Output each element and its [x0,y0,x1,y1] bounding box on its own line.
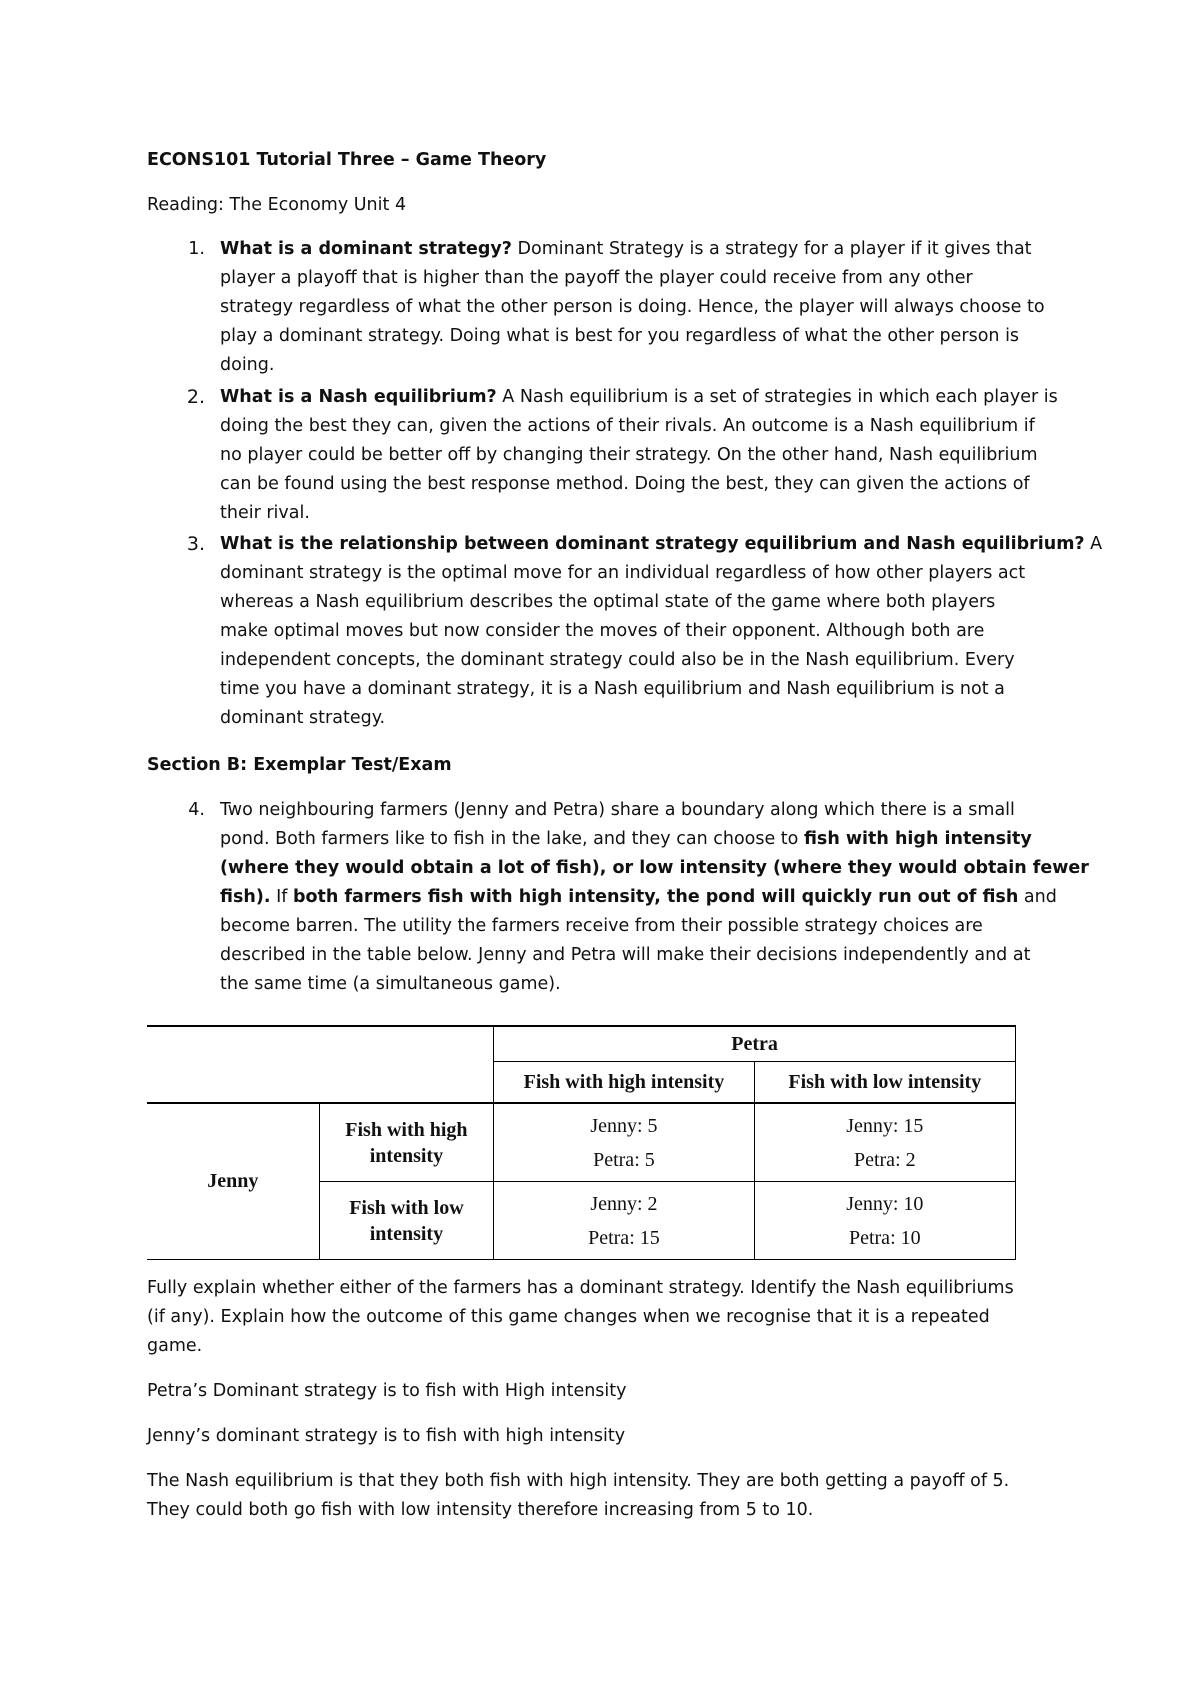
payoff-petra: Petra: 5 [593,1148,655,1171]
payoff-cell-low-high [494,1182,754,1260]
payoff-table [147,1025,1016,1260]
question-number: 1. [188,239,205,259]
row-strategy-line: Fish with low [349,1196,464,1219]
bold-text-run: (where they would obtain a lot of fish), or low intensity (where they would obtain fewer [220,858,1089,878]
payoff-cell-high-low [754,1103,1015,1182]
payoff-jenny: Jenny: 15 [846,1114,924,1137]
question-text [220,530,1102,733]
task-text-line: Fully explain whether either of the farmers has a dominant strategy. Identify the Nash equilibriums [147,1278,1014,1298]
text-line [220,530,1102,559]
bold-text-run: What is the relationship between dominant strategy equilibrium and Nash equilibrium? [220,534,1085,554]
text-line [220,941,1089,970]
text-line [220,675,1102,704]
text-run: doing. [220,355,275,375]
question-text [220,796,1089,999]
row-strategy-high [319,1103,494,1182]
text-line [220,617,1102,646]
question-text [220,383,1058,528]
text-run: whereas a Nash equilibrium describes the optimal state of the game where both players [220,592,996,612]
bold-text-run: both farmers fish with high intensity, the pond will quickly run out of fish [292,887,1019,907]
text-line [220,441,1058,470]
text-line [220,293,1045,322]
payoff-petra: Petra: 15 [588,1226,660,1249]
question-text [220,235,1045,380]
text-run: independent concepts, the dominant strategy could also be in the Nash equilibrium. Every [220,650,1015,670]
task-text-line: game. [147,1336,203,1356]
bold-text-run: fish with high intensity [803,829,1032,849]
payoff-cell-high-high [494,1103,754,1182]
text-line [220,559,1102,588]
text-run: and [1018,887,1057,907]
text-line [220,854,1089,883]
payoff-petra: Petra: 2 [853,1148,916,1171]
text-run: play a dominant strategy. Doing what is best for you regardless of what the other person is [220,326,1020,346]
text-line [220,588,1102,617]
answer-jenny: Jenny’s dominant strategy is to fish with high intensity [147,1426,626,1446]
text-run: can be found using the best response method. Doing the best, they can given the actions of [220,474,1030,494]
payoff-petra: Petra: 10 [848,1226,921,1249]
bold-text-run: fish). [220,887,271,907]
text-run: the same time (a simultaneous game). [220,974,561,994]
text-run: dominant strategy. [220,708,386,728]
text-run: A Nash equilibrium is a set of strategies in which each player is [496,387,1058,407]
text-run: doing the best they can, given the actions of their rivals. An outcome is a Nash equilibrium if [220,416,1035,436]
empty-corner-cell [147,1026,494,1103]
text-line [220,235,1045,264]
text-run: their rival. [220,503,310,523]
text-line [220,912,1089,941]
reading-reference: Reading: The Economy Unit 4 [147,195,407,215]
text-run: dominant strategy is the optimal move for an individual regardless of how other players act [220,563,1026,583]
payoff-jenny: Jenny: 5 [590,1114,658,1137]
text-run: become barren. The utility the farmers receive from their possible strategy choices are [220,916,983,936]
section-heading: Section B: Exemplar Test/Exam [147,755,452,775]
text-line [220,383,1058,412]
text-run: pond. Both farmers like to fish in the lake, and they can choose to [220,829,804,849]
text-line [220,470,1058,499]
text-run: A [1084,534,1103,554]
question-number: 3. [186,533,205,555]
column-player-header: Petra [494,1026,1016,1062]
question-number: 4. [188,800,205,820]
text-line [220,825,1089,854]
text-run: Two neighbouring farmers (Jenny and Petra) share a boundary along which there is a small [220,800,1015,820]
payoff-jenny: Jenny: 2 [590,1192,658,1215]
column-strategy-high: Fish with high intensity [494,1062,754,1104]
row-strategy-low [319,1182,494,1260]
payoff-cell-low-low [754,1182,1015,1260]
text-run: If [270,887,293,907]
text-line [220,322,1045,351]
row-strategy-line: intensity [369,1222,444,1245]
text-run: time you have a dominant strategy, it is a Nash equilibrium and Nash equilibrium is not a [220,679,1005,699]
bold-text-run: What is a dominant strategy? [220,239,512,259]
row-player-header: Jenny [147,1103,319,1260]
text-line [220,883,1089,912]
text-run: described in the table below. Jenny and Petra will make their decisions independently and at [220,945,1031,965]
row-strategy-line: Fish with high [345,1118,468,1141]
text-line [220,646,1102,675]
document-title: ECONS101 Tutorial Three – Game Theory [147,150,547,170]
text-line [220,704,1102,733]
question-number: 2. [186,386,205,408]
text-line [220,970,1089,999]
text-line [220,499,1058,528]
row-strategy-line: intensity [369,1144,444,1167]
answer-nash-line-2: They could both go fish with low intensity therefore increasing from 5 to 10. [147,1500,814,1520]
payoff-jenny: Jenny: 10 [846,1192,924,1215]
column-strategy-low: Fish with low intensity [754,1062,1015,1104]
text-line [220,412,1058,441]
text-line [220,351,1045,380]
text-run: strategy regardless of what the other person is doing. Hence, the player will always choose to [220,297,1045,317]
text-run: Dominant Strategy is a strategy for a player if it gives that [511,239,1032,259]
text-run: no player could be better off by changing their strategy. On the other hand, Nash equilibrium [220,445,1038,465]
bold-text-run: What is a Nash equilibrium? [220,387,497,407]
text-run: make optimal moves but now consider the moves of their opponent. Although both are [220,621,985,641]
answer-petra: Petra’s Dominant strategy is to fish with High intensity [147,1381,627,1401]
text-line [220,796,1089,825]
text-run: player a playoff that is higher than the payoff the player could receive from any other [220,268,973,288]
task-text-line: (if any). Explain how the outcome of this game changes when we recognise that it is a repeated [147,1307,990,1327]
answer-nash-line-1: The Nash equilibrium is that they both fish with high intensity. They are both getting a payoff of 5. [147,1471,1010,1491]
text-line [220,264,1045,293]
